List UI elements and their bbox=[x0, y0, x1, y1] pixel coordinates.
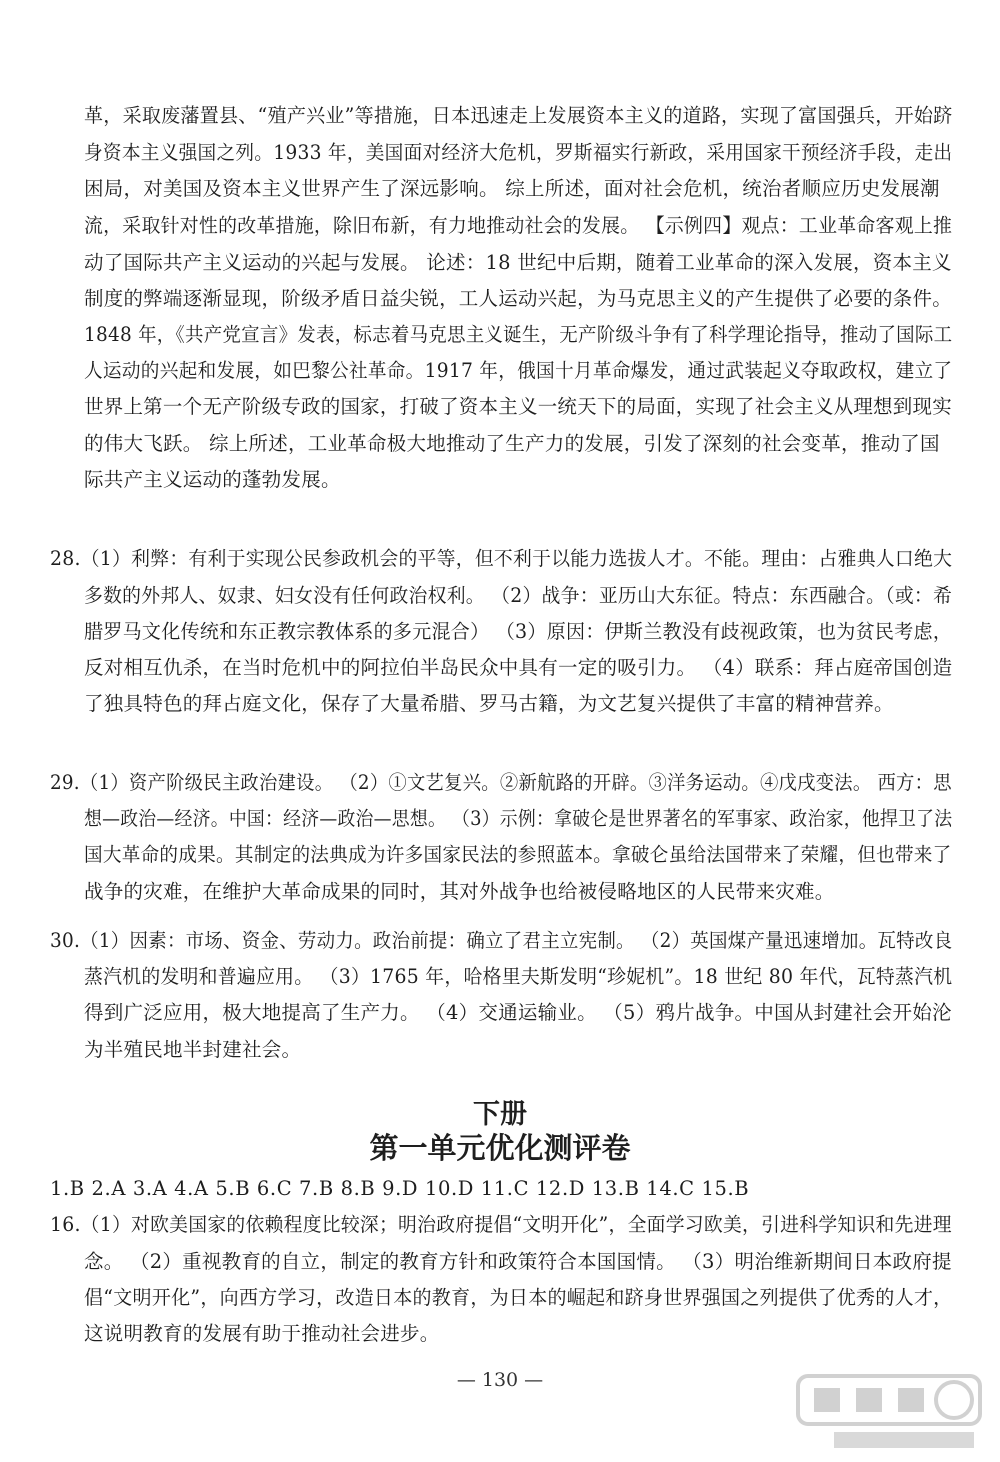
section-title: 下册 bbox=[473, 1099, 527, 1130]
text-line: 倡“文明开化”，向西方学习，改造日本的教育，为日本的崛起和跻身世界强国之列提供了优秀的人才， bbox=[84, 1286, 953, 1309]
answer-first-line: 28.（1）利弊：有利于实现公民参政机会的平等，但不利于以能力选拔人才。不能。理由：占雅典人口绝大 bbox=[50, 547, 953, 570]
text-line: 的伟大飞跃。 综上所述，工业革命极大地推动了生产力的发展，引发了深刻的社会变革，推动了国 bbox=[84, 432, 940, 455]
text-line: 身资本主义强国之列。1933 年，美国面对经济大危机，罗斯福实行新政，采用国家干预经济手段，走出 bbox=[84, 141, 953, 164]
text-line: 困局，对美国及资本主义世界产生了深远影响。 综上所述，面对社会危机，统治者顺应历史发展潮 bbox=[84, 177, 940, 200]
page-number: — 130 — bbox=[456, 1369, 544, 1391]
text-line: 得到广泛应用，极大地提高了生产力。 （4）交通运输业。 （5）鸦片战争。中国从封建社会开始沦 bbox=[84, 1001, 952, 1024]
text-line: 革，采取废藩置县、“殖产兴业”等措施，日本迅速走上发展资本主义的道路，实现了富国强兵，开始跻 bbox=[84, 104, 953, 127]
answer-first-line: 16.（1）对欧美国家的依赖程度比较深；明治政府提倡“文明开化”，全面学习欧美，引进科学知识和先进理 bbox=[50, 1213, 952, 1236]
text-line: 这说明教育的发展有助于推动社会进步。 bbox=[84, 1322, 440, 1345]
text-line: 腊罗马文化传统和东正教宗教体系的多元混合） （3）原因：伊斯兰教没有歧视政策，也为贫民考虑， bbox=[84, 620, 953, 643]
text-line: 蒸汽机的发明和普遍应用。 （3）1765 年，哈格里夫斯发明“珍妮机”。18 世纪 80 年代，瓦特蒸汽机 bbox=[84, 965, 953, 988]
watermark-logo bbox=[794, 1372, 984, 1454]
text-line: 人运动的兴起和发展，如巴黎公社革命。1917 年，俄国十月革命爆发，通过武装起义夺取政权，建立了 bbox=[84, 359, 953, 382]
text-line: 为半殖民地半封建社会。 bbox=[84, 1038, 302, 1061]
text-line: 世界上第一个无产阶级专政的国家，打破了资本主义一统天下的局面，实现了社会主义从理想到现实 bbox=[84, 395, 952, 418]
unit-title: 第一单元优化测评卷 bbox=[369, 1131, 631, 1165]
text-line: 念。 （2）重视教育的自立，制定的教育方针和政策符合本国国情。 （3）明治维新期间日本政府提 bbox=[84, 1250, 952, 1273]
text-line: 动了国际共产主义运动的兴起与发展。 论述：18 世纪中后期，随着工业革命的深入发展，资本主义 bbox=[84, 251, 952, 274]
text-line: 制度的弊端逐渐显现，阶级矛盾日益尖锐，工人运动兴起，为马克思主义的产生提供了必要的条件。 bbox=[84, 287, 952, 310]
multiple-choice-answers: 1.B 2.A 3.A 4.A 5.B 6.C 7.B 8.B 9.D 10.D 11.C 12.D 13.B 14.C 15.B bbox=[50, 1177, 750, 1200]
answer-first-line: 30.（1）因素：市场、资金、劳动力。政治前提：确立了君主立宪制。 （2）英国煤产量迅速增加。瓦特改良 bbox=[50, 929, 953, 952]
answer-first-line: 29.（1）资产阶级民主政治建设。 （2）①文艺复兴。②新航路的开辟。③洋务运动。④戊戌变法。 西方：思 bbox=[50, 771, 952, 794]
text-line: 流，采取针对性的改革措施，除旧布新，有力地推动社会的发展。 【示例四】观点：工业革命客观上推 bbox=[84, 214, 953, 237]
text-line: 1848 年，《共产党宣言》发表，标志着马克思主义诞生，无产阶级斗争有了科学理论指导，推动了国际工 bbox=[84, 323, 953, 346]
text-line: 想—政治—经济。中国：经济—政治—思想。 （3）示例：拿破仑是世界著名的军事家、政治家，他捍卫了法 bbox=[84, 807, 953, 830]
watermark-icon bbox=[794, 1372, 984, 1454]
text-line: 际共产主义运动的蓬勃发展。 bbox=[84, 468, 341, 491]
text-line: 了独具特色的拜占庭文化，保存了大量希腊、罗马古籍，为文艺复兴提供了丰富的精神营养。 bbox=[84, 692, 894, 715]
text-line: 国大革命的成果。其制定的法典成为许多国家民法的参照蓝本。拿破仑虽给法国带来了荣耀，但也带来了 bbox=[84, 843, 952, 866]
text-line: 多数的外邦人、奴隶、妇女没有任何政治权利。 （2）战争：亚历山大东征。特点：东西融合。（或：希 bbox=[84, 584, 953, 607]
text-line: 战争的灾难，在维护大革命成果的同时，其对外战争也给被侵略地区的人民带来灾难。 bbox=[84, 880, 835, 903]
text-line: 反对相互仇杀，在当时危机中的阿拉伯半岛民众中具有一定的吸引力。 （4）联系：拜占庭帝国创造 bbox=[84, 656, 953, 679]
